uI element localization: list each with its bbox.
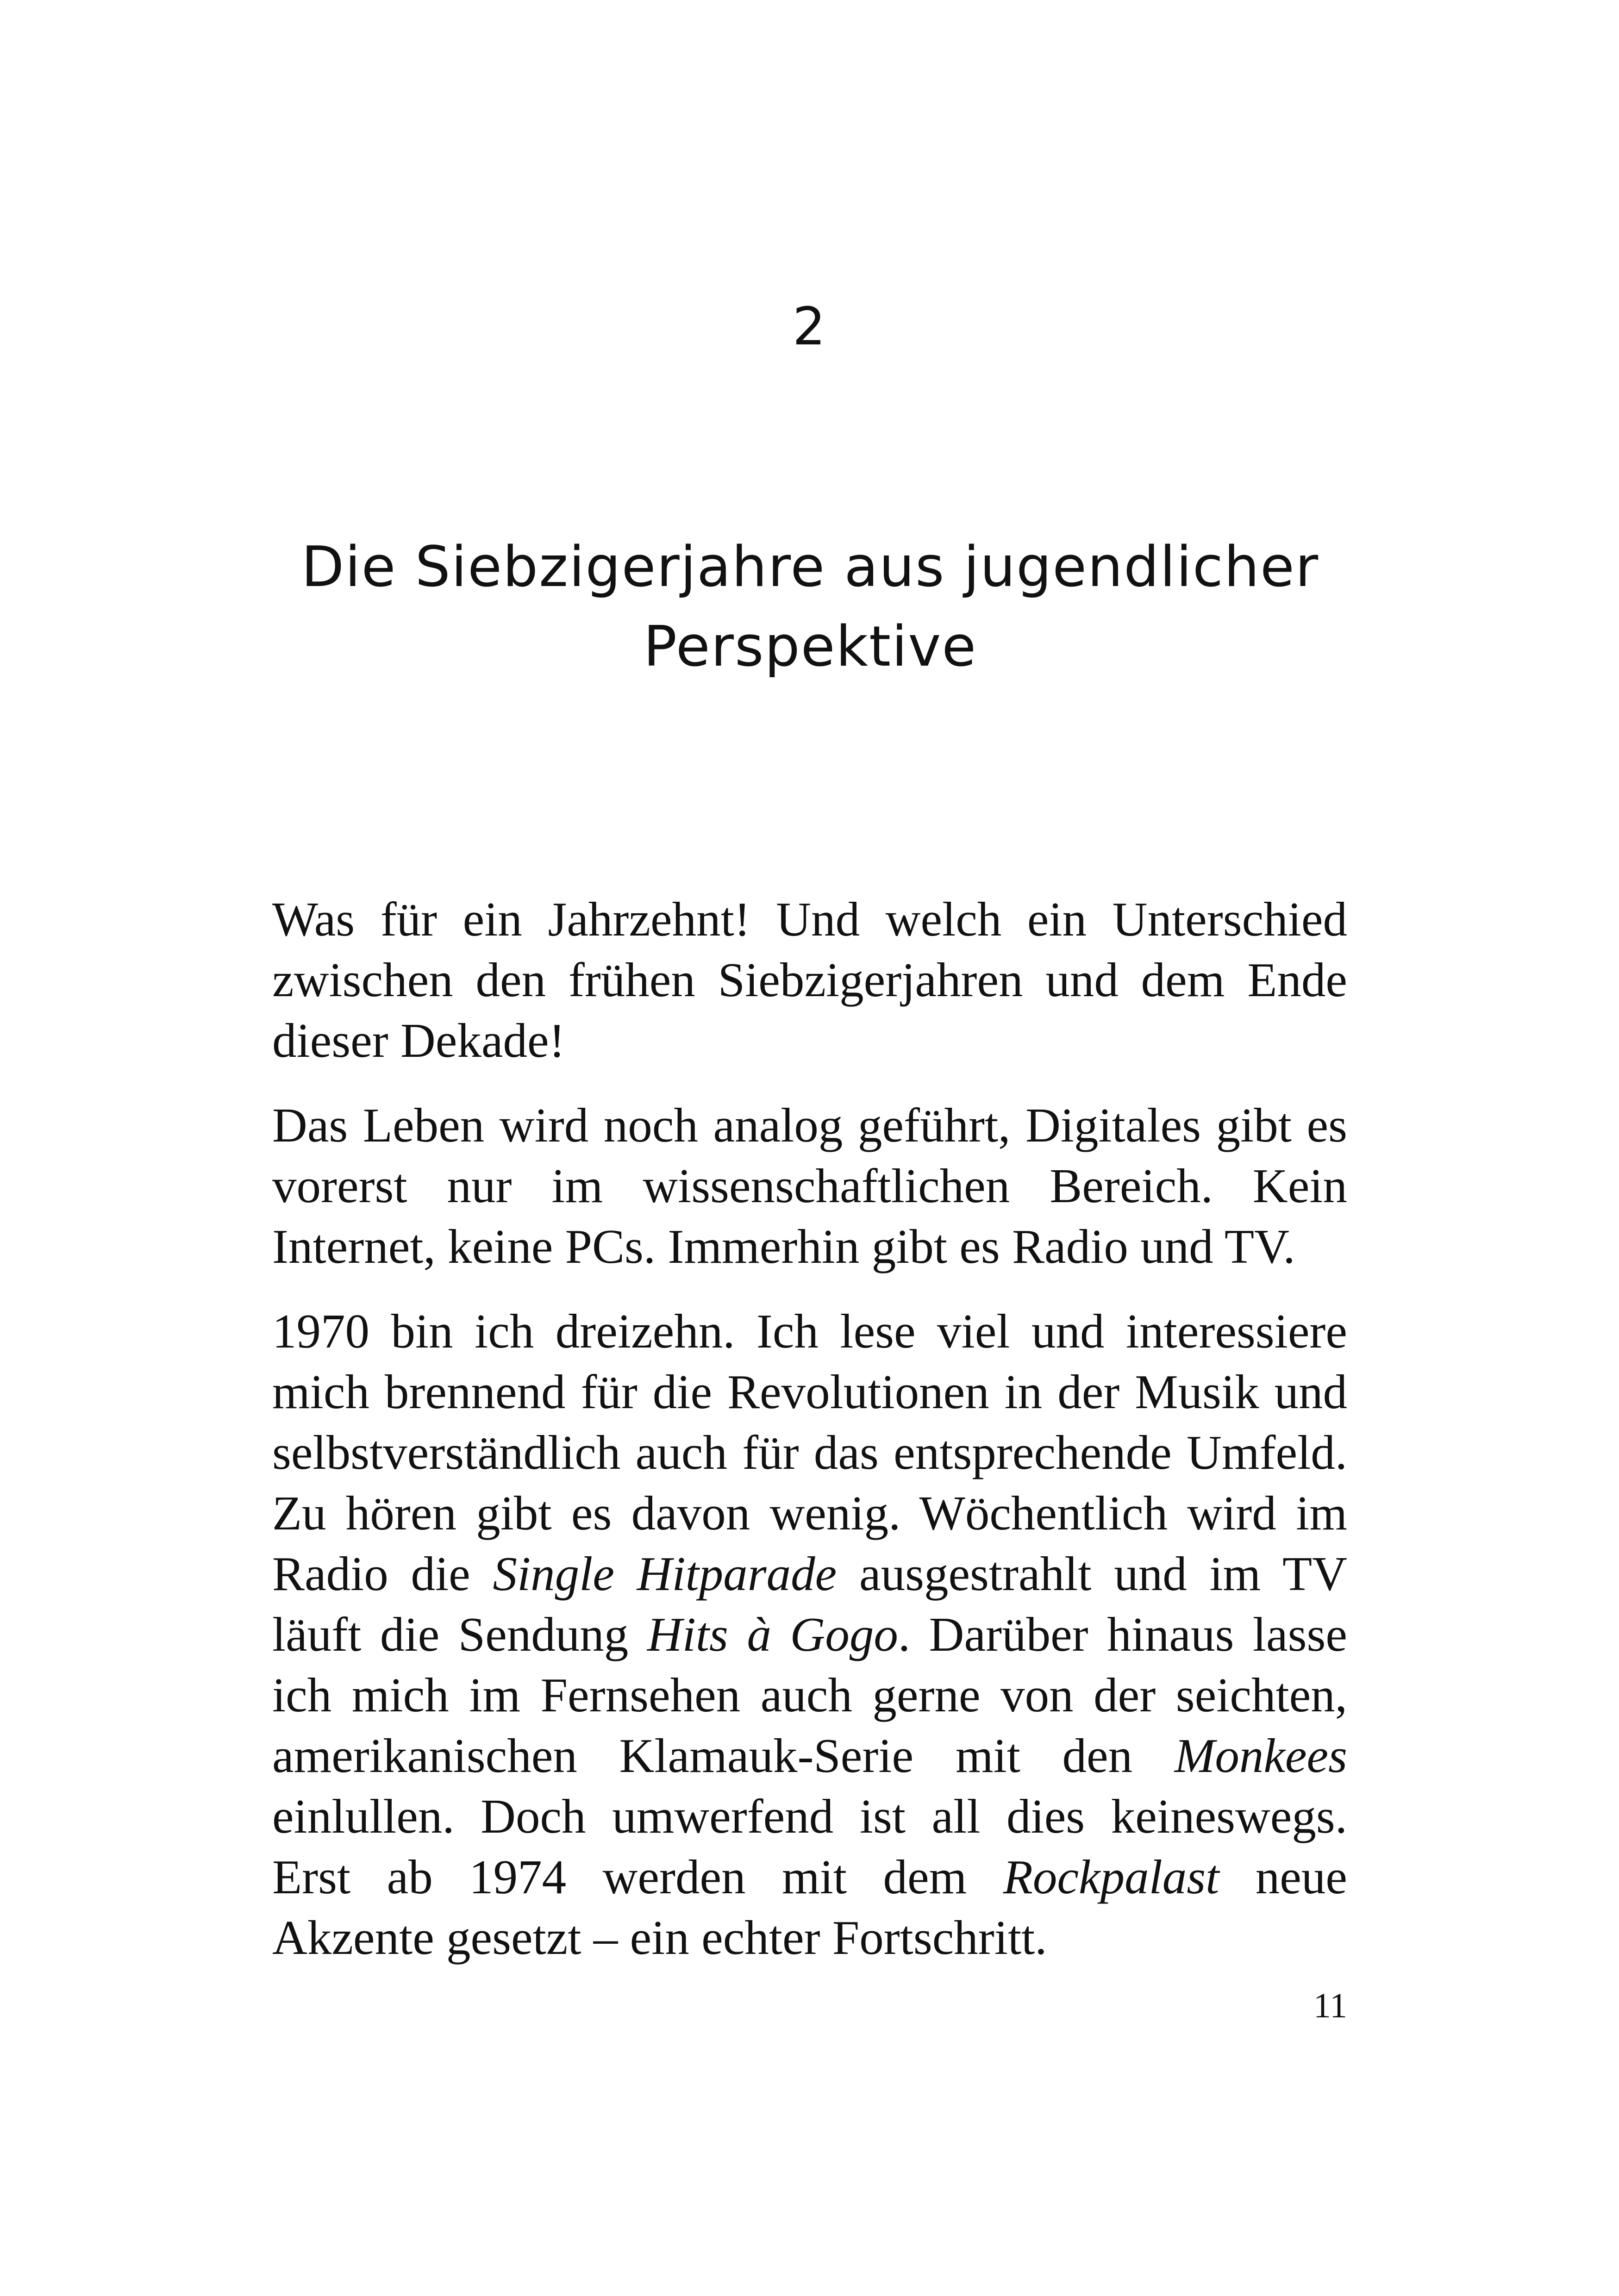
paragraph-3-text-2: ausgestrahlt und im TV läuft die Sendung <box>272 1547 1347 1661</box>
chapter-title-line-2: Perspektive <box>643 615 977 679</box>
italic-title-hits-a-gogo: Hits à Gogo <box>647 1607 898 1661</box>
chapter-title <box>278 528 1343 687</box>
paragraph-3-text-1: 1970 bin ich dreizehn. Ich lese viel und interessiere mich brennend für die Revolutionen in der Musik und selbstverständlich auch für das entsprechende Umfeld. Zu hören gibt es davon wenig. Wöchentlich wird im Radio die <box>272 1304 1347 1601</box>
page-number: 11 <box>1313 1986 1347 2025</box>
paragraph-3-text-4: einlullen. Doch umwerfend ist all dies keineswegs. Erst ab 1974 werden mit dem <box>272 1789 1347 1904</box>
paragraph-2: Das Leben wird noch analog geführt, Digitales gibt es vorerst nur im wissenschaftlichen Bereich. Kein Internet, keine PCs. Immerhin gibt es Radio und TV. <box>272 1098 1347 1273</box>
paragraph-1: Was für ein Jahrzehnt! Und welch ein Unterschied zwischen den frühen Siebzigerjahren und dem Ende dieser Dekade! <box>272 892 1347 1067</box>
body-text <box>272 889 1347 1968</box>
paragraph-3-text-5: neue Akzente gesetzt – ein echter Fortschritt. <box>272 1850 1347 1965</box>
italic-title-rockpalast: Rockpalast <box>1003 1850 1219 1904</box>
paragraph-3-text-3: . Darüber hinaus lasse ich mich im Fernsehen auch gerne von der seichten, amerikanischen Klamauk-Serie mit den <box>272 1607 1347 1783</box>
italic-title-single-hitparade: Single Hitparade <box>493 1547 837 1601</box>
italic-title-monkees: Monkees <box>1174 1728 1347 1783</box>
chapter-title-line-1: Die Siebzigerjahre aus jugendlicher <box>301 535 1319 599</box>
paragraph-3 <box>272 1301 1347 1968</box>
chapter-number: 2 <box>792 297 827 357</box>
